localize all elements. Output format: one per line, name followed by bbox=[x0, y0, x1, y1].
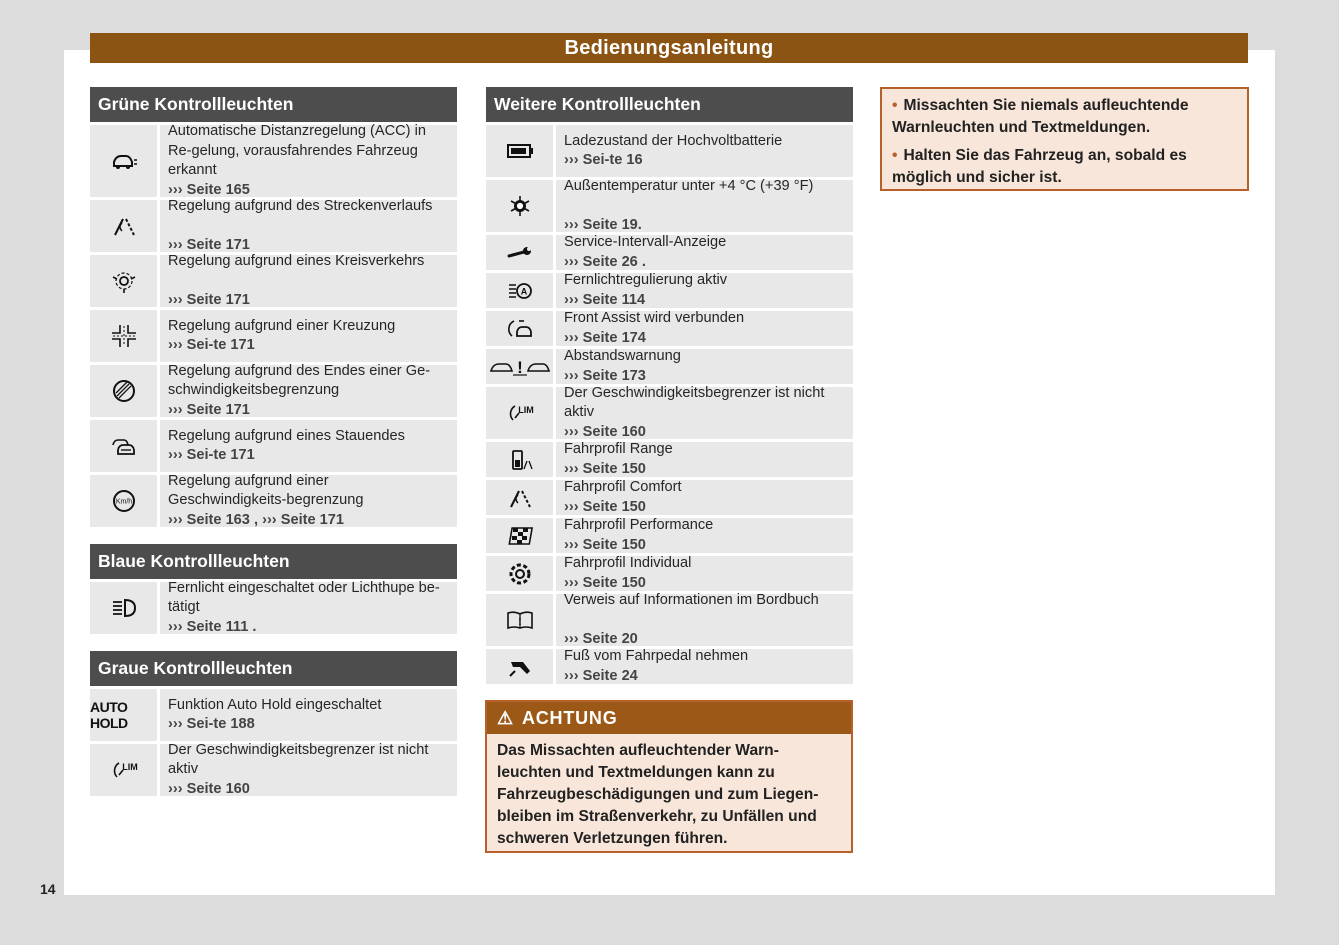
row-text: Fuß vom Fahrpedal nehmen bbox=[564, 648, 749, 664]
page-ref: ››› Sei-te 188 bbox=[168, 716, 255, 732]
row-text: Ladezustand der Hochvoltbatterie bbox=[564, 132, 783, 149]
table-row bbox=[486, 649, 853, 684]
profile-comfort-icon bbox=[486, 480, 553, 515]
table-row bbox=[90, 689, 457, 741]
distance-warning-icon bbox=[486, 349, 553, 384]
row-text: Regelung aufgrund eines Stauendes bbox=[168, 427, 405, 444]
bullet-icon: • bbox=[892, 97, 898, 114]
table-row bbox=[486, 518, 853, 553]
warning-header bbox=[487, 702, 851, 734]
speed-limiter-icon bbox=[90, 744, 157, 796]
manual-info-icon bbox=[486, 594, 553, 646]
table-row bbox=[486, 349, 853, 384]
warning-triangle-icon: ⚠ bbox=[497, 708, 514, 728]
page-ref: ››› Seite 171 bbox=[168, 291, 250, 308]
page-ref: ››› Seite 171 bbox=[168, 401, 250, 418]
row-text: Front Assist wird verbunden bbox=[564, 310, 745, 326]
row-text: Fahrprofil Comfort bbox=[564, 479, 682, 495]
table-row bbox=[90, 197, 457, 253]
end-speed-limit-icon bbox=[90, 365, 157, 417]
row-text: Außentemperatur unter +4 °C (+39 °F) bbox=[564, 177, 814, 194]
page-ref: ››› Seite 150 bbox=[564, 498, 646, 515]
note-item: • Halten Sie das Fahrzeug an, sobald es möglich und sicher ist. bbox=[892, 147, 1187, 186]
page-ref: ››› Seite 165 bbox=[168, 181, 250, 198]
table-row bbox=[486, 591, 853, 647]
svg-text:!: ! bbox=[517, 616, 522, 628]
page-ref: ››› Seite 171 bbox=[168, 236, 250, 253]
page-ref: ››› Sei-te 16 bbox=[564, 152, 643, 168]
row-text: Service-Intervall-Anzeige bbox=[564, 234, 727, 250]
row-text: Regelung aufgrund einer Geschwindigkeits-begrenzung bbox=[168, 472, 364, 509]
row-text: Fernlicht eingeschaltet oder Lichthupe be-tätigt bbox=[168, 579, 440, 616]
green-lights-section bbox=[90, 87, 457, 527]
svg-text:!: ! bbox=[516, 357, 523, 377]
blue-lights-section bbox=[90, 544, 457, 634]
lim-label: LIM bbox=[517, 405, 534, 415]
row-text: Regelung aufgrund des Endes einer Ge-schwindigkeitsbegrenzung bbox=[168, 362, 431, 399]
table-row bbox=[486, 177, 853, 233]
snowflake-icon bbox=[486, 180, 553, 232]
section-title: Graue Kontrollleuchten bbox=[90, 651, 457, 686]
table-row bbox=[90, 472, 457, 528]
wrench-icon bbox=[486, 235, 553, 270]
section-title: Blaue Kontrollleuchten bbox=[90, 544, 457, 579]
acc-car-icon bbox=[90, 125, 157, 197]
warning-box bbox=[485, 700, 853, 853]
note-item: • Missachten Sie niemals aufleuchtende Warnleuchten und Textmeldungen. bbox=[892, 97, 1189, 136]
row-text: Verweis auf Informationen im Bordbuch bbox=[564, 591, 819, 608]
front-assist-icon bbox=[486, 311, 553, 346]
profile-individual-icon bbox=[486, 556, 553, 591]
grey-lights-section bbox=[90, 651, 457, 796]
table-row bbox=[90, 362, 457, 418]
page-ref: ››› Sei-te 171 bbox=[168, 337, 255, 353]
auto-hold-label: AUTO HOLD bbox=[90, 699, 128, 731]
row-text: Fahrprofil Performance bbox=[564, 517, 714, 533]
row-text: Fernlichtregulierung aktiv bbox=[564, 272, 728, 288]
row-text: Abstandswarnung bbox=[564, 348, 681, 364]
speed-limiter-icon bbox=[486, 387, 553, 439]
row-text: Der Geschwindigkeitsbegrenzer ist nicht aktiv bbox=[168, 741, 429, 778]
bullet-icon: • bbox=[892, 147, 898, 164]
crossing-icon bbox=[90, 310, 157, 362]
row-text: Regelung aufgrund des Streckenverlaufs bbox=[168, 197, 433, 214]
page-ref: ››› Seite 19. bbox=[564, 216, 642, 233]
page-ref: ››› Seite 20 bbox=[564, 630, 638, 647]
row-text: Der Geschwindigkeitsbegrenzer ist nicht aktiv bbox=[564, 384, 825, 421]
page-header: Bedienungsanleitung bbox=[90, 33, 1248, 63]
table-row bbox=[486, 556, 853, 591]
table-row bbox=[90, 741, 457, 797]
table-row bbox=[486, 384, 853, 440]
roundabout-icon bbox=[90, 255, 157, 307]
warning-text: Das Missachten aufleuchtender Warn-leuchten und Textmeldungen kann zu Fahrzeugbeschädigungen und zum Liegen-bleiben im Straßenverkehr, zu Unfällen und schweren Verletzungen führen. bbox=[497, 742, 819, 847]
note-box bbox=[880, 87, 1249, 191]
row-text: Funktion Auto Hold eingeschaltet bbox=[168, 696, 382, 713]
row-text: Regelung aufgrund einer Kreuzung bbox=[168, 317, 396, 334]
table-row bbox=[90, 420, 457, 472]
page-ref: ››› Seite 24 bbox=[564, 667, 638, 684]
table-row bbox=[486, 273, 853, 308]
svg-text:A: A bbox=[520, 286, 527, 296]
page-ref: ››› Seite 26 . bbox=[564, 253, 646, 270]
row-text: Automatische Distanzregelung (ACC) in Re-gelung, vorausfahrendes Fahrzeug erkannt bbox=[168, 123, 426, 178]
table-row bbox=[486, 235, 853, 270]
section-title: Weitere Kontrollleuchten bbox=[486, 87, 853, 122]
page-ref: ››› Seite 160 bbox=[168, 780, 250, 797]
page-ref: ››› Seite 114 bbox=[564, 291, 646, 308]
traffic-jam-icon bbox=[90, 420, 157, 472]
profile-range-icon bbox=[486, 442, 553, 477]
battery-icon bbox=[486, 125, 553, 177]
table-row bbox=[486, 125, 853, 177]
page-ref: ››› Seite 150 bbox=[564, 460, 646, 477]
page-ref: ››› Seite 150 bbox=[564, 574, 646, 591]
row-text: Fahrprofil Range bbox=[564, 441, 673, 457]
foot-pedal-icon bbox=[486, 649, 553, 684]
page-ref: ››› Seite 111 . bbox=[168, 618, 257, 635]
page-ref: ››› Seite 173 bbox=[564, 367, 646, 384]
high-beam-icon bbox=[90, 582, 157, 634]
section-title: Grüne Kontrollleuchten bbox=[90, 87, 457, 122]
row-text: Fahrprofil Individual bbox=[564, 555, 692, 571]
lim-label: LIM bbox=[121, 762, 138, 772]
table-row bbox=[486, 442, 853, 477]
warning-title: ACHTUNG bbox=[521, 708, 618, 728]
page-number: 14 bbox=[40, 881, 56, 897]
table-row bbox=[90, 125, 457, 197]
road-curve-icon bbox=[90, 200, 157, 252]
table-row bbox=[486, 311, 853, 346]
profile-performance-icon bbox=[486, 518, 553, 553]
other-lights-section bbox=[486, 87, 853, 684]
table-row bbox=[90, 579, 457, 635]
table-row bbox=[486, 480, 853, 515]
speed-limit-icon bbox=[90, 475, 157, 527]
page-ref: ››› Seite 163 , ››› Seite 171 bbox=[168, 511, 345, 528]
page-ref: ››› Sei-te 171 bbox=[168, 447, 255, 463]
auto-hold-icon bbox=[90, 689, 157, 741]
high-beam-assist-icon bbox=[486, 273, 553, 308]
svg-text:Km/h: Km/h bbox=[115, 498, 132, 506]
page-ref: ››› Seite 150 bbox=[564, 536, 646, 553]
page-ref: ››› Seite 160 bbox=[564, 423, 646, 440]
row-text: Regelung aufgrund eines Kreisverkehrs bbox=[168, 252, 425, 269]
table-row bbox=[90, 310, 457, 362]
table-row bbox=[90, 252, 457, 308]
page-ref: ››› Seite 174 bbox=[564, 329, 646, 346]
